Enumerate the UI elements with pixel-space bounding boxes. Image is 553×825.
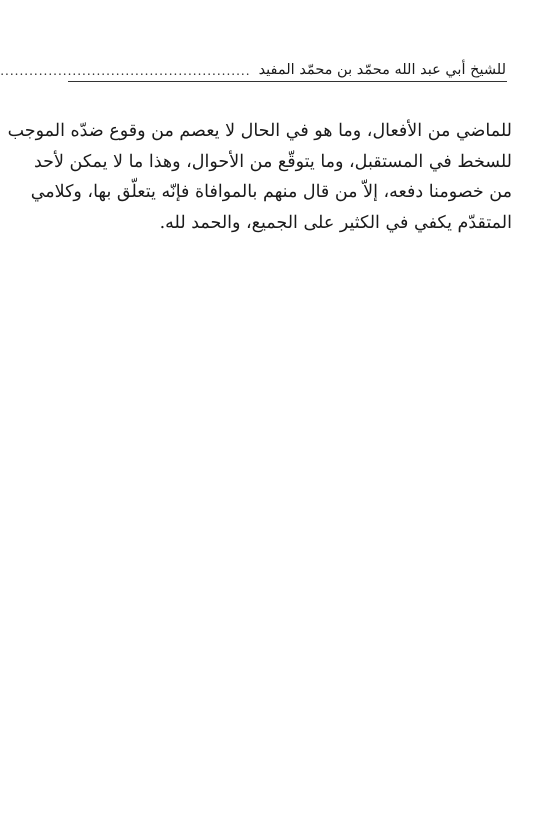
text-line-1: للماضي من الأفعال، وما هو في الحال لا يعصم من وقوع ضدّه الموجب	[7, 121, 512, 141]
running-title: للشيخ أبي عبد الله محمّد بن محمّد المفيد	[258, 62, 506, 78]
text-line-4: المتقدّم يكفي في الكثير على الجميع، والحمد لله.	[159, 212, 512, 233]
text-line-2: للسخط في المستقبل، وما يتوقّع من الأحوال، وهذا ما لا يمكن لأحد	[33, 151, 512, 172]
header-rule	[68, 81, 507, 82]
dot-leader: ....................................................	[0, 64, 251, 78]
body-paragraph	[7, 116, 512, 238]
running-header	[0, 52, 506, 78]
text-line-3: من خصومنا دفعه، إلاّ من قال منهم بالموافاة فإنّه يتعلّق بها، وكلامي	[30, 182, 512, 202]
